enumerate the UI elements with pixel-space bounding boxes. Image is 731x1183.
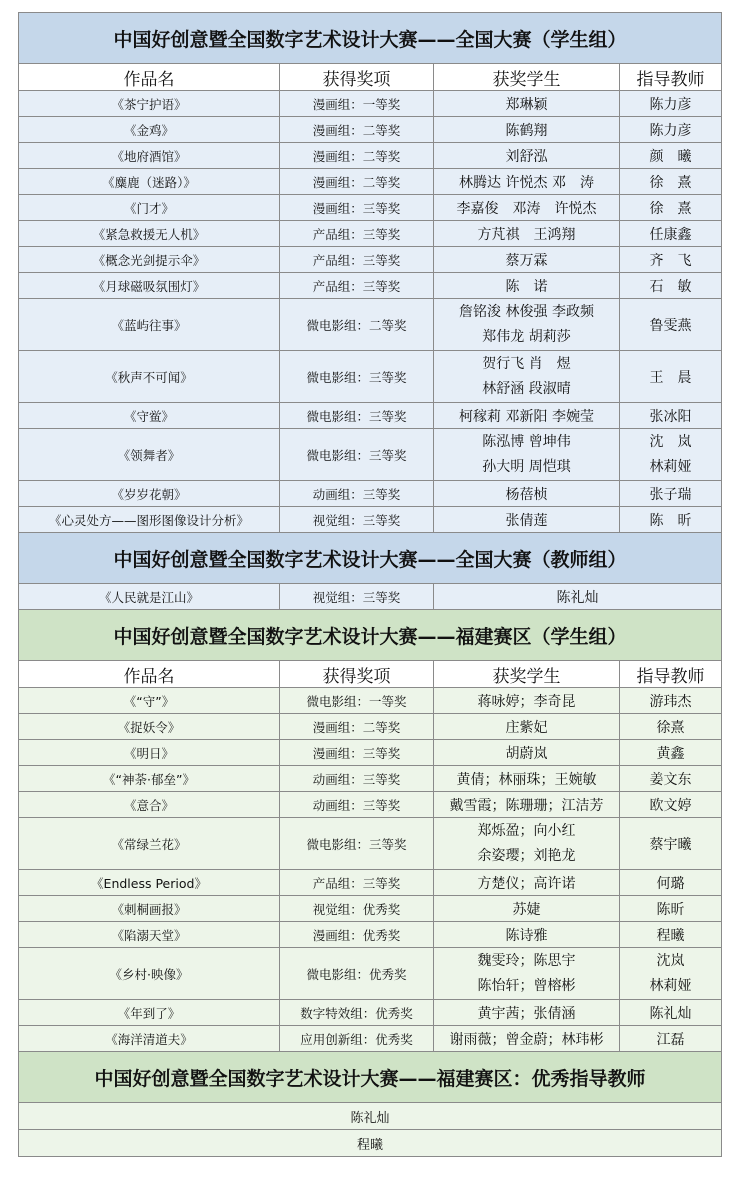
work-title-cell: 《陷溺天堂》 bbox=[19, 922, 280, 948]
work-title-cell: 《门才》 bbox=[19, 195, 280, 221]
award-cell: 产品组：三等奖 bbox=[280, 247, 434, 273]
work-title-cell: 《概念光剑提示伞》 bbox=[19, 247, 280, 273]
students-cell: 陈 诺 bbox=[434, 273, 620, 299]
award-cell: 漫画组：一等奖 bbox=[280, 91, 434, 117]
teacher-cell: 陈礼灿 bbox=[620, 1000, 722, 1026]
table-row bbox=[19, 273, 722, 299]
teacher-cell: 程曦 bbox=[620, 922, 722, 948]
work-title-cell: 《紧急救援无人机》 bbox=[19, 221, 280, 247]
table-row bbox=[19, 792, 722, 818]
work-title-cell: 《明日》 bbox=[19, 740, 280, 766]
work-title-cell: 《意合》 bbox=[19, 792, 280, 818]
work-title-cell: 《心灵处方——图形图像设计分析》 bbox=[19, 507, 280, 533]
section-title: 中国好创意暨全国数字艺术设计大赛——福建赛区（学生组） bbox=[19, 610, 722, 661]
students-cell: 陈诗雅 bbox=[434, 922, 620, 948]
award-cell: 动画组：三等奖 bbox=[280, 481, 434, 507]
work-title-cell: 《金鸡》 bbox=[19, 117, 280, 143]
students-cell: 谢雨薇；曾金蔚；林玮彬 bbox=[434, 1026, 620, 1052]
award-cell: 动画组：三等奖 bbox=[280, 792, 434, 818]
teacher-cell: 陈昕 bbox=[620, 896, 722, 922]
table-row bbox=[19, 688, 722, 714]
teacher-cell: 欧文婷 bbox=[620, 792, 722, 818]
students-cell bbox=[434, 429, 620, 481]
students-cell: 蔡万霖 bbox=[434, 247, 620, 273]
table-row bbox=[19, 1000, 722, 1026]
table-row bbox=[19, 91, 722, 117]
students-cell: 庄紫妃 bbox=[434, 714, 620, 740]
work-title-cell: 《“守”》 bbox=[19, 688, 280, 714]
work-title-cell: 《领舞者》 bbox=[19, 429, 280, 481]
award-cell: 漫画组：二等奖 bbox=[280, 143, 434, 169]
table-row bbox=[19, 507, 722, 533]
work-title-cell: 《海洋清道夫》 bbox=[19, 1026, 280, 1052]
work-title-cell: 《年到了》 bbox=[19, 1000, 280, 1026]
work-title-cell: 《人民就是江山》 bbox=[19, 584, 280, 610]
column-header: 获得奖项 bbox=[280, 64, 434, 91]
column-header: 作品名 bbox=[19, 661, 280, 688]
students-cell bbox=[434, 818, 620, 870]
teacher-name-cell: 程曦 bbox=[19, 1130, 722, 1157]
teacher-cell: 蔡宇曦 bbox=[620, 818, 722, 870]
students-cell: 李嘉俊 邓涛 许悦杰 bbox=[434, 195, 620, 221]
award-cell: 视觉组：三等奖 bbox=[280, 507, 434, 533]
table-row bbox=[19, 351, 722, 403]
cell-line: 余姿璎；刘艳龙 bbox=[477, 847, 576, 864]
teacher-cell: 齐 飞 bbox=[620, 247, 722, 273]
award-cell: 漫画组：二等奖 bbox=[280, 714, 434, 740]
cell-line: 林舒涵 段淑晴 bbox=[482, 380, 571, 397]
cell-line: 沈岚 bbox=[656, 952, 685, 969]
teacher-cell: 何璐 bbox=[620, 870, 722, 896]
teacher-cell: 颜 曦 bbox=[620, 143, 722, 169]
cell-line: 魏雯玲；陈思宇 bbox=[477, 952, 576, 969]
teacher-cell: 游玮杰 bbox=[620, 688, 722, 714]
students-cell: 苏婕 bbox=[434, 896, 620, 922]
teacher-cell: 徐 熹 bbox=[620, 169, 722, 195]
table-row bbox=[19, 818, 722, 870]
table-row bbox=[19, 403, 722, 429]
column-header: 指导教师 bbox=[620, 64, 722, 91]
students-cell: 陈鹤翔 bbox=[434, 117, 620, 143]
table-row bbox=[19, 481, 722, 507]
teacher-cell bbox=[620, 429, 722, 481]
column-header: 获得奖项 bbox=[280, 661, 434, 688]
award-cell: 漫画组：二等奖 bbox=[280, 169, 434, 195]
cell-line: 陈泓博 曾坤伟 bbox=[482, 433, 571, 450]
table-row bbox=[19, 714, 722, 740]
cell-line: 孙大明 周恺琪 bbox=[482, 458, 571, 475]
cell-line: 郑烁盈；向小红 bbox=[477, 822, 576, 839]
work-title-cell: 《常绿兰花》 bbox=[19, 818, 280, 870]
table-row bbox=[19, 948, 722, 1000]
teacher-cell: 陈力彦 bbox=[620, 91, 722, 117]
teacher-name-row bbox=[19, 1103, 722, 1130]
teacher-cell: 徐 熹 bbox=[620, 195, 722, 221]
students-cell bbox=[434, 948, 620, 1000]
work-title-cell: 《秋声不可闻》 bbox=[19, 351, 280, 403]
work-title-cell: 《守鲎》 bbox=[19, 403, 280, 429]
award-cell: 微电影组：一等奖 bbox=[280, 688, 434, 714]
work-title-cell: 《麋鹿（迷路）》 bbox=[19, 169, 280, 195]
award-cell: 漫画组：二等奖 bbox=[280, 117, 434, 143]
cell-line: 郑伟龙 胡莉莎 bbox=[482, 328, 571, 345]
section-banner-row bbox=[19, 1052, 722, 1103]
table-row bbox=[19, 195, 722, 221]
award-cell: 应用创新组：优秀奖 bbox=[280, 1026, 434, 1052]
column-header: 获奖学生 bbox=[434, 64, 620, 91]
table-row bbox=[19, 221, 722, 247]
table-row bbox=[19, 247, 722, 273]
students-cell: 郑琳颖 bbox=[434, 91, 620, 117]
awards-table bbox=[18, 12, 722, 1157]
teacher-cell: 任康鑫 bbox=[620, 221, 722, 247]
teacher-cell: 徐熹 bbox=[620, 714, 722, 740]
students-cell: 胡蔚岚 bbox=[434, 740, 620, 766]
section-title: 中国好创意暨全国数字艺术设计大赛——全国大赛（教师组） bbox=[19, 533, 722, 584]
students-cell bbox=[434, 351, 620, 403]
teacher-cell: 石 敏 bbox=[620, 273, 722, 299]
teacher-cell: 王 晨 bbox=[620, 351, 722, 403]
section-title: 中国好创意暨全国数字艺术设计大赛——福建赛区：优秀指导教师 bbox=[19, 1052, 722, 1103]
table-row bbox=[19, 766, 722, 792]
students-cell: 黄倩；林丽珠；王婉敏 bbox=[434, 766, 620, 792]
work-title-cell: 《地府酒馆》 bbox=[19, 143, 280, 169]
award-cell: 漫画组：优秀奖 bbox=[280, 922, 434, 948]
work-title-cell: 《蓝屿往事》 bbox=[19, 299, 280, 351]
students-cell: 戴雪霞；陈珊珊；江洁芳 bbox=[434, 792, 620, 818]
work-title-cell: 《“神荼·郁垒”》 bbox=[19, 766, 280, 792]
award-cell: 微电影组：三等奖 bbox=[280, 403, 434, 429]
students-cell: 林腾达 许悦杰 邓 涛 bbox=[434, 169, 620, 195]
teacher-name-cell: 陈礼灿 bbox=[19, 1103, 722, 1130]
teacher-cell: 陈力彦 bbox=[620, 117, 722, 143]
table-row bbox=[19, 143, 722, 169]
cell-line: 詹铭浚 林俊强 李政频 bbox=[459, 303, 594, 320]
award-cell: 动画组：三等奖 bbox=[280, 766, 434, 792]
teacher-cell: 张冰阳 bbox=[620, 403, 722, 429]
table-row bbox=[19, 117, 722, 143]
award-cell: 产品组：三等奖 bbox=[280, 221, 434, 247]
column-header: 指导教师 bbox=[620, 661, 722, 688]
award-cell: 微电影组：三等奖 bbox=[280, 351, 434, 403]
table-row bbox=[19, 169, 722, 195]
teacher-cell: 张子瑞 bbox=[620, 481, 722, 507]
award-cell: 产品组：三等奖 bbox=[280, 273, 434, 299]
students-cell: 蒋咏婷；李奇昆 bbox=[434, 688, 620, 714]
students-cell: 张倩莲 bbox=[434, 507, 620, 533]
award-cell: 微电影组：二等奖 bbox=[280, 299, 434, 351]
teacher-cell bbox=[620, 948, 722, 1000]
teacher-cell: 姜文东 bbox=[620, 766, 722, 792]
students-cell: 柯稼莉 邓新阳 李婉莹 bbox=[434, 403, 620, 429]
section-title: 中国好创意暨全国数字艺术设计大赛——全国大赛（学生组） bbox=[19, 13, 722, 64]
work-title-cell: 《月球磁吸氛围灯》 bbox=[19, 273, 280, 299]
teacher-cell: 陈 昕 bbox=[620, 507, 722, 533]
work-title-cell: 《岁岁花朝》 bbox=[19, 481, 280, 507]
award-cell: 漫画组：三等奖 bbox=[280, 740, 434, 766]
header-row bbox=[19, 661, 722, 688]
teacher-name-row bbox=[19, 1130, 722, 1157]
award-cell: 漫画组：三等奖 bbox=[280, 195, 434, 221]
work-title-cell: 《乡村·映像》 bbox=[19, 948, 280, 1000]
table-row bbox=[19, 1026, 722, 1052]
cell-line: 贺行飞 肖 煜 bbox=[482, 355, 571, 372]
table-row bbox=[19, 740, 722, 766]
students-cell: 方楚仪；高许诺 bbox=[434, 870, 620, 896]
teacher-cell: 鲁雯燕 bbox=[620, 299, 722, 351]
table-row bbox=[19, 870, 722, 896]
cell-line: 陈怡轩；曾榕彬 bbox=[477, 977, 576, 994]
table-row bbox=[19, 429, 722, 481]
table-row bbox=[19, 896, 722, 922]
award-cell: 微电影组：三等奖 bbox=[280, 818, 434, 870]
work-title-cell: 《茶宁护语》 bbox=[19, 91, 280, 117]
column-header: 作品名 bbox=[19, 64, 280, 91]
winner-cell: 陈礼灿 bbox=[434, 584, 722, 610]
section-banner-row bbox=[19, 533, 722, 584]
students-cell bbox=[434, 299, 620, 351]
students-cell: 刘舒泓 bbox=[434, 143, 620, 169]
work-title-cell: 《刺桐画报》 bbox=[19, 896, 280, 922]
award-cell: 视觉组：优秀奖 bbox=[280, 896, 434, 922]
work-title-cell: 《Endless Period》 bbox=[19, 870, 280, 896]
table-row bbox=[19, 922, 722, 948]
award-cell: 微电影组：三等奖 bbox=[280, 429, 434, 481]
award-cell: 微电影组：优秀奖 bbox=[280, 948, 434, 1000]
award-cell: 产品组：三等奖 bbox=[280, 870, 434, 896]
students-cell: 黄宇茜；张倩涵 bbox=[434, 1000, 620, 1026]
section-banner-row bbox=[19, 13, 722, 64]
header-row bbox=[19, 64, 722, 91]
table-row bbox=[19, 299, 722, 351]
section-banner-row bbox=[19, 610, 722, 661]
work-title-cell: 《捉妖令》 bbox=[19, 714, 280, 740]
cell-line: 林莉娅 bbox=[649, 458, 692, 475]
table-row bbox=[19, 584, 722, 610]
cell-line: 沈 岚 bbox=[649, 433, 692, 450]
students-cell: 方芃祺 王鸿翔 bbox=[434, 221, 620, 247]
teacher-cell: 黄鑫 bbox=[620, 740, 722, 766]
award-cell: 视觉组：三等奖 bbox=[280, 584, 434, 610]
cell-line: 林莉娅 bbox=[649, 977, 692, 994]
students-cell: 杨蓓桢 bbox=[434, 481, 620, 507]
teacher-cell: 江磊 bbox=[620, 1026, 722, 1052]
column-header: 获奖学生 bbox=[434, 661, 620, 688]
award-cell: 数字特效组：优秀奖 bbox=[280, 1000, 434, 1026]
